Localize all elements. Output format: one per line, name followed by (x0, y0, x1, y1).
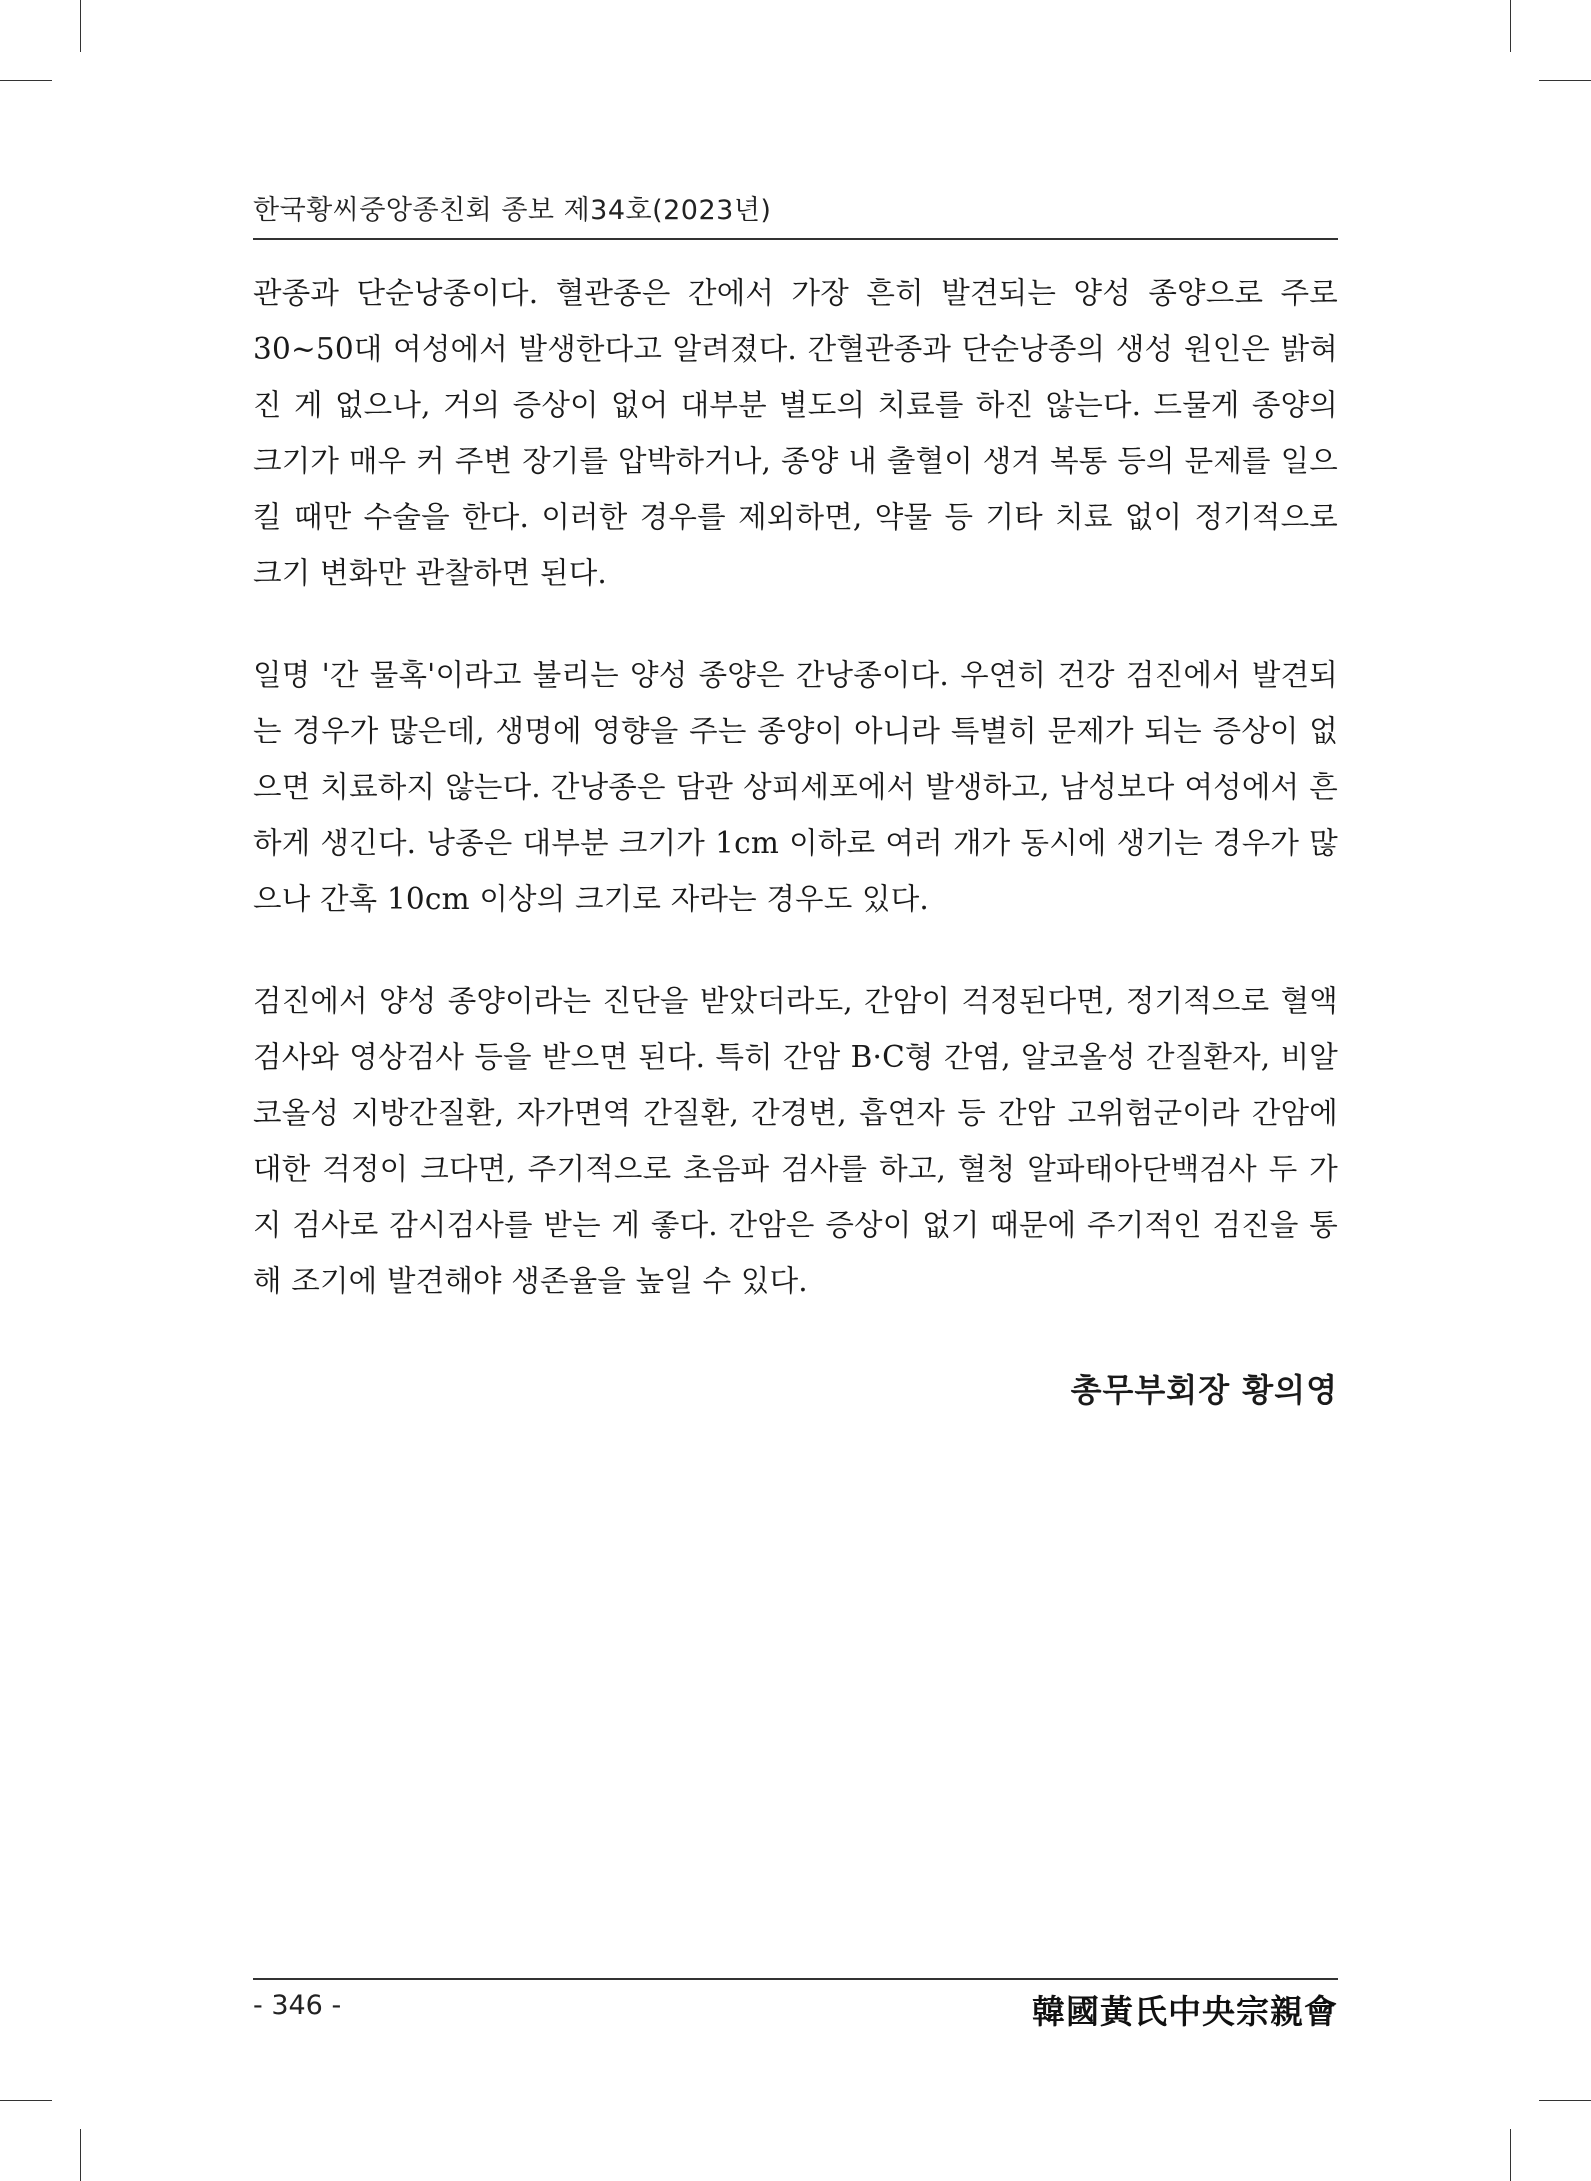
paragraph: 일명 '간 물혹'이라고 불리는 양성 종양은 간낭종이다. 우연히 건강 검진에서 발견되는 경우가 많은데, 생명에 영향을 주는 종양이 아니라 특별히 문제가 되는 증상이 없으면 치료하지 않는다. 간낭종은 담관 상피세포에서 발생하고, 남성보다 여성에서 흔하게 생긴다. 낭종은 대부분 크기가 1cm 이하로 여러 개가 동시에 생기는 경우가 많으나 간혹 10cm 이상의 크기로 자라는 경우도 있다. (253, 658, 1338, 916)
crop-mark (0, 2100, 52, 2101)
organization-name: 韓國黃氏中央宗親會 (1032, 1992, 1338, 2031)
crop-mark (1539, 2100, 1591, 2101)
crop-mark (0, 80, 52, 81)
crop-mark (1510, 2129, 1511, 2181)
author-signature: 총무부회장 황의영 (1070, 1371, 1338, 1409)
crop-mark (80, 2129, 81, 2181)
crop-mark (1510, 0, 1511, 52)
page-number: - 346 - (253, 1990, 342, 2021)
article-body (253, 265, 1338, 1355)
crop-mark (1539, 80, 1591, 81)
footer-divider (253, 1978, 1338, 1980)
crop-mark (80, 0, 81, 52)
running-header: 한국황씨중앙종친회 종보 제34호(2023년) (253, 195, 772, 226)
paragraph: 검진에서 양성 종양이라는 진단을 받았더라도, 간암이 걱정된다면, 정기적으로 혈액검사와 영상검사 등을 받으면 된다. 특히 간암 B·C형 간염, 알코올성 간질환자, 비알코올성 지방간질환, 자가면역 간질환, 간경변, 흡연자 등 간암 고위험군이라 간암에 대한 걱정이 크다면, 주기적으로 초음파 검사를 하고, 혈청 알파태아단백검사 두 가지 검사로 감시검사를 받는 게 좋다. 간암은 증상이 없기 때문에 주기적인 검진을 통해 조기에 발견해야 생존율을 높일 수 있다. (253, 984, 1338, 1298)
header-divider (253, 238, 1338, 240)
paragraph: 관종과 단순낭종이다. 혈관종은 간에서 가장 흔히 발견되는 양성 종양으로 주로 30~50대 여성에서 발생한다고 알려졌다. 간혈관종과 단순낭종의 생성 원인은 밝혀진 게 없으나, 거의 증상이 없어 대부분 별도의 치료를 하진 않는다. 드물게 종양의 크기가 매우 커 주변 장기를 압박하거나, 종양 내 출혈이 생겨 복통 등의 문제를 일으킬 때만 수술을 한다. 이러한 경우를 제외하면, 약물 등 기타 치료 없이 정기적으로 크기 변화만 관찰하면 된다. (253, 276, 1338, 590)
